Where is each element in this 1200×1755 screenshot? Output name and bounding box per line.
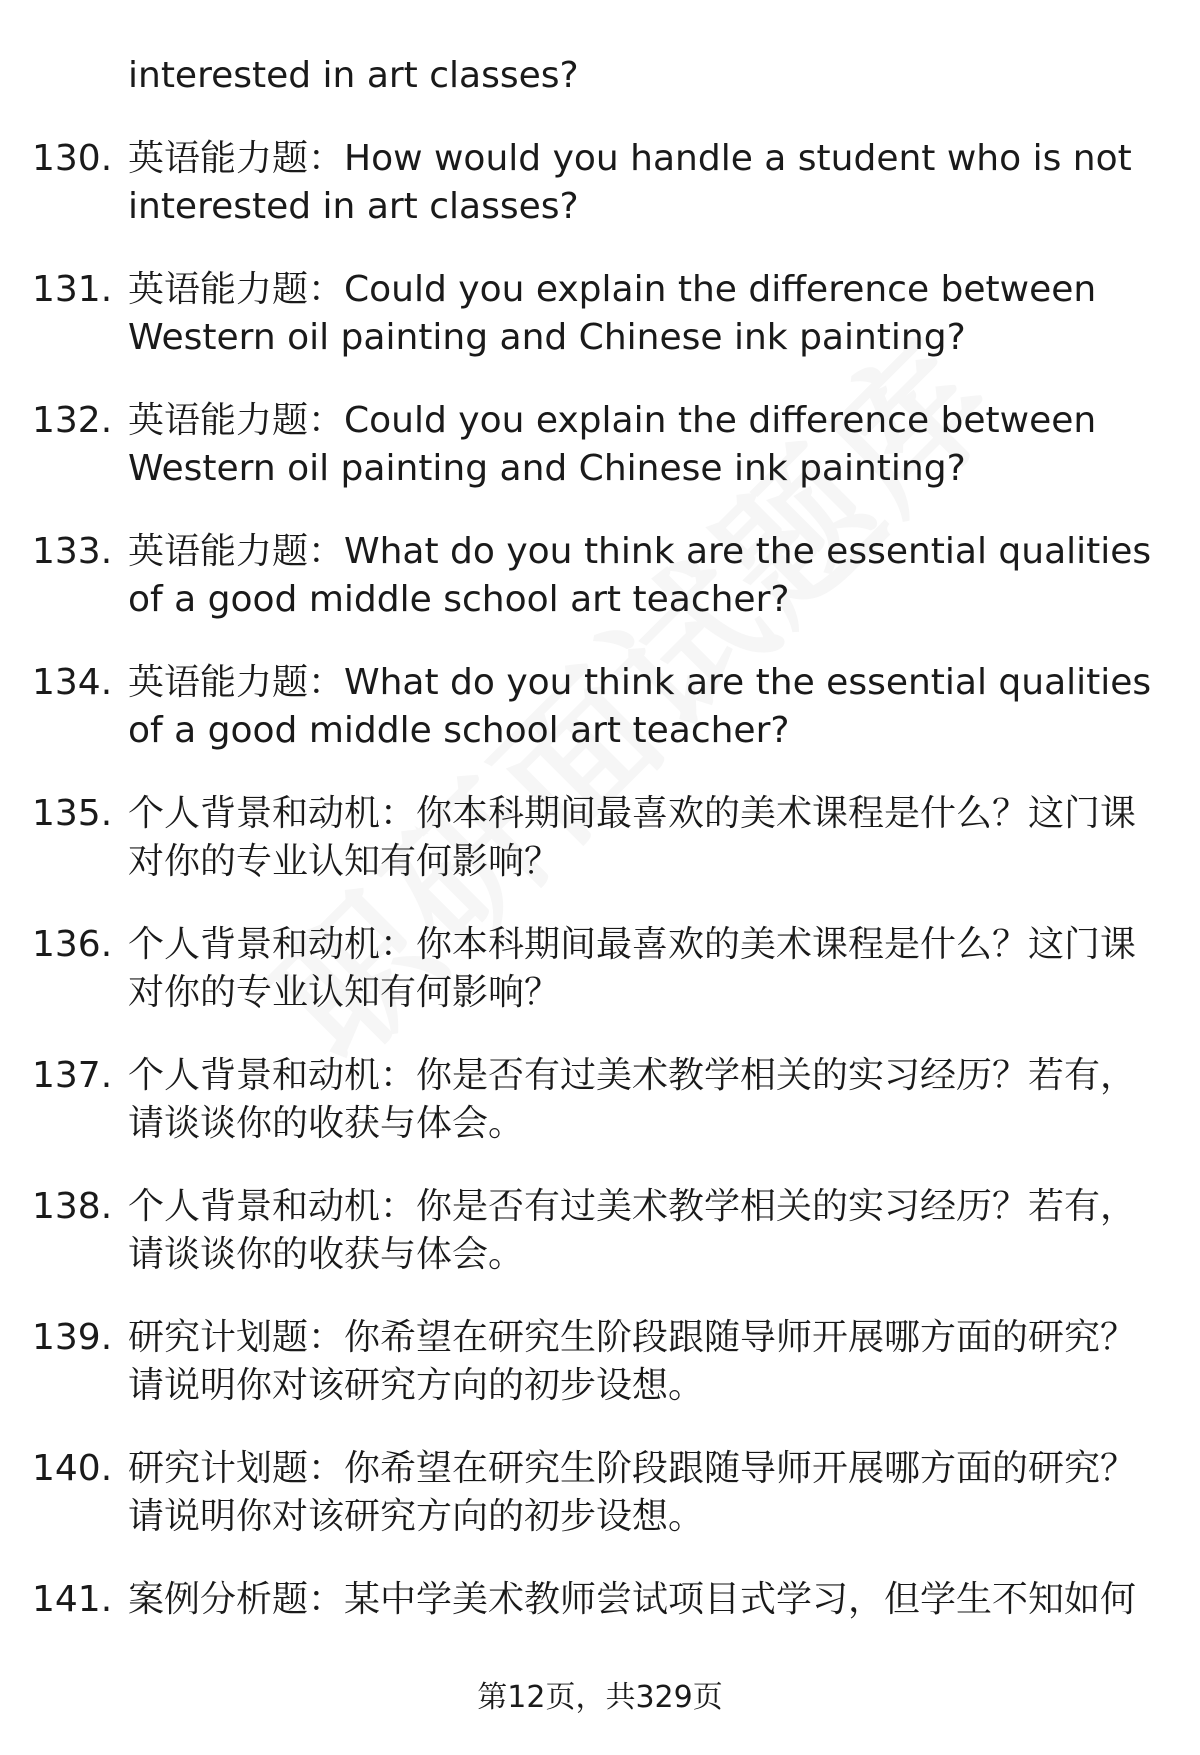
item-text: 个人背景和动机：你本科期间最喜欢的美术课程是什么？这门课对你的专业认知有何影响？ xyxy=(128,793,1137,882)
item-text: 研究计划题：你希望在研究生阶段跟随导师开展哪方面的研究？请说明你对该研究方向的初步设想。 xyxy=(128,1317,1137,1406)
list-item xyxy=(0,1314,1200,1410)
item-number: 138. xyxy=(32,1186,113,1227)
list-item xyxy=(0,659,1200,755)
item-text: 英语能力题：Could you explain the difference between Western oil painting and Chinese ink painting? xyxy=(128,400,1097,489)
list-item xyxy=(0,921,1200,1017)
list-item xyxy=(0,528,1200,624)
question-list xyxy=(0,52,1200,1659)
list-item xyxy=(0,1052,1200,1148)
item-number: 131. xyxy=(32,269,113,310)
item-number: 132. xyxy=(32,400,113,441)
item-text: 研究计划题：你希望在研究生阶段跟随导师开展哪方面的研究？请说明你对该研究方向的初步设想。 xyxy=(128,1448,1137,1537)
page-footer: 第12页，共329页 xyxy=(477,1680,723,1715)
item-text: 个人背景和动机：你本科期间最喜欢的美术课程是什么？这门课对你的专业认知有何影响？ xyxy=(128,924,1137,1013)
item-text: 英语能力题：Could you explain the difference between Western oil painting and Chinese ink painting? xyxy=(128,269,1097,358)
item-number: 136. xyxy=(32,924,113,965)
item-text: 个人背景和动机：你是否有过美术教学相关的实习经历？若有，请谈谈你的收获与体会。 xyxy=(128,1055,1137,1144)
list-item xyxy=(0,266,1200,362)
item-number: 139. xyxy=(32,1317,113,1358)
item-number: 137. xyxy=(32,1055,113,1096)
item-number: 134. xyxy=(32,662,113,703)
item-text: 英语能力题：What do you think are the essential qualities of a good middle school art teacher? xyxy=(128,662,1152,751)
list-item xyxy=(0,1576,1200,1624)
item-number: 135. xyxy=(32,793,113,834)
list-item xyxy=(0,1445,1200,1541)
item-text: 案例分析题：某中学美术教师尝试项目式学习，但学生不知如何 xyxy=(128,1579,1137,1620)
item-text: 个人背景和动机：你是否有过美术教学相关的实习经历？若有，请谈谈你的收获与体会。 xyxy=(128,1186,1137,1275)
list-item xyxy=(0,790,1200,886)
continuation-text: interested in art classes? xyxy=(128,55,579,96)
item-number: 140. xyxy=(32,1448,113,1489)
list-item xyxy=(0,135,1200,231)
item-text: 英语能力题：How would you handle a student who is not interested in art classes? xyxy=(128,138,1132,227)
item-text: 英语能力题：What do you think are the essential qualities of a good middle school art teacher? xyxy=(128,531,1152,620)
list-item xyxy=(0,1183,1200,1279)
item-number: 130. xyxy=(32,138,113,179)
list-item xyxy=(0,397,1200,493)
item-number: 141. xyxy=(32,1579,113,1620)
item-number: 133. xyxy=(32,531,113,572)
